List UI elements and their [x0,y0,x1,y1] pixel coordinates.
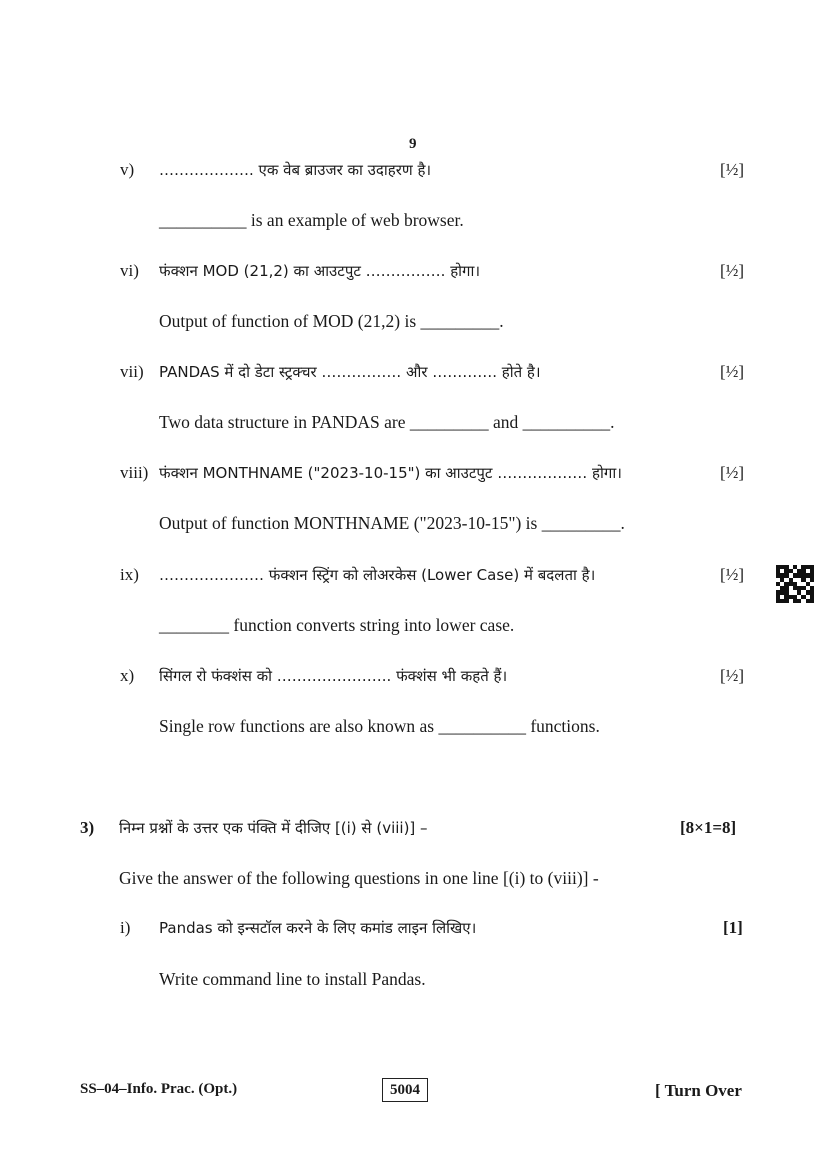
question-number: vii) [120,362,144,381]
question-number: vi) [120,261,139,280]
question-marks: [½] [720,565,745,584]
question-number: x) [120,666,135,685]
question-hindi: ………………. एक वेब ब्राउजर का उदाहरण है। [159,161,432,179]
question-marks: [1] [723,918,743,937]
question-number: 3) [80,818,95,837]
question-english: ________ function converts string into lower case. [159,615,515,635]
question-number: v) [120,160,135,179]
question-hindi: PANDAS में दो डेटा स्ट्रक्चर ……………. और …………. होते है। [159,363,541,381]
question-marks: [8×1=8] [680,818,737,837]
question-hindi: ………………… फंक्शन स्ट्रिंग को लोअरकेस (Lower Case) में बदलता है। [159,566,596,584]
qr-code-icon [776,565,814,603]
question-number: i) [120,918,131,937]
question-english: Output of function MONTHNAME ("2023-10-15") is _________. [159,513,625,533]
page-number: 9 [409,136,417,152]
question-marks: [½] [720,463,745,482]
question-hindi: फंक्शन MONTHNAME ("2023-10-15") का आउटपुट ……………… होगा। [159,464,622,482]
question-english: Output of function of MOD (21,2) is _________. [159,311,504,331]
question-hindi: फंक्शन MOD (21,2) का आउटपुट ……………. होगा। [159,262,481,280]
turn-over-label: [ Turn Over [655,1081,742,1100]
question-english: Give the answer of the following questions in one line [(i) to (viii)] - [119,868,599,888]
question-marks: [½] [720,160,745,179]
question-marks: [½] [720,362,745,381]
question-number: viii) [120,463,149,482]
question-number: ix) [120,565,139,584]
question-marks: [½] [720,666,745,685]
paper-code: SS–04–Info. Prac. (Opt.) [80,1081,238,1097]
question-hindi: निम्न प्रश्नों के उत्तर एक पंक्ति में दीजिए [(i) से (viii)] – [119,819,428,837]
question-english: Single row functions are also known as __________ functions. [159,716,600,736]
page-code-box: 5004 [382,1078,428,1102]
question-marks: [½] [720,261,745,280]
question-hindi: Pandas को इन्सटॉल करने के लिए कमांड लाइन लिखिए। [159,919,477,937]
question-english: __________ is an example of web browser. [159,210,464,230]
question-english: Two data structure in PANDAS are _________ and __________. [159,412,615,432]
question-english: Write command line to install Pandas. [159,969,426,989]
question-hindi: सिंगल रो फंक्शंस को ………………….. फंक्शंस भी कहते हैं। [159,667,508,685]
